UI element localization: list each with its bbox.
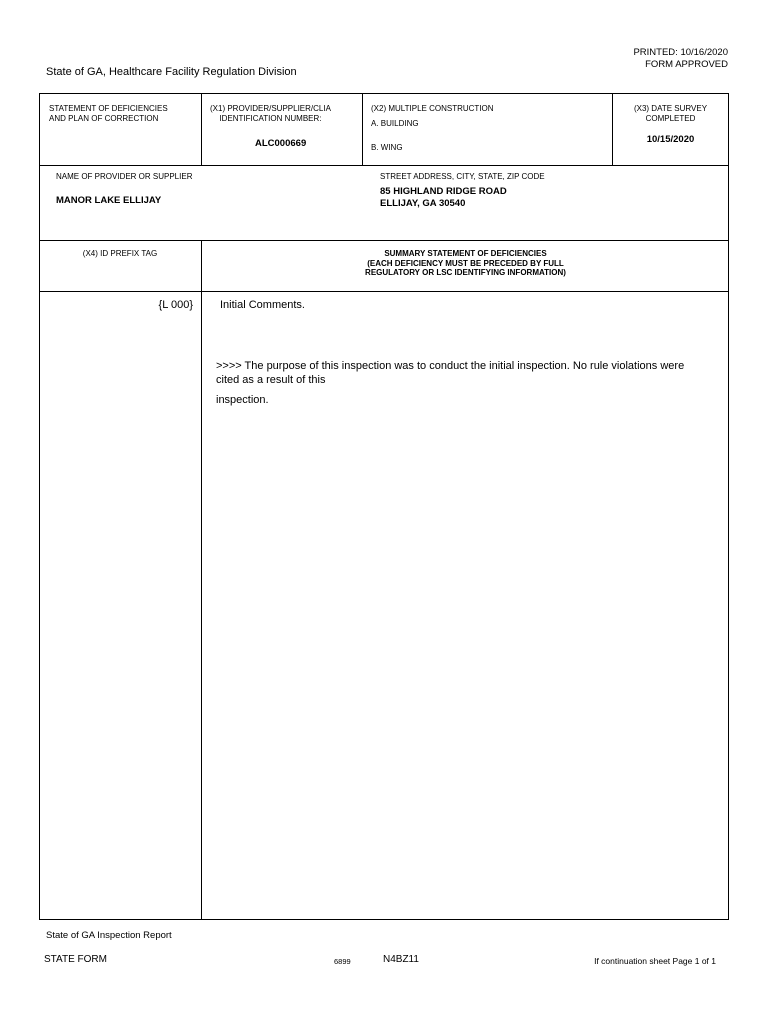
deficiency-title: Initial Comments. [220,299,305,311]
address-label: STREET ADDRESS, CITY, STATE, ZIP CODE [380,172,545,181]
comment-line-1: >>>> The purpose of this inspection was to conduct the initial inspection. No rule violations were [216,360,685,372]
provider-id: ALC000669 [255,138,307,149]
comment-line-3: inspection. [216,394,269,406]
col-divider-x1 [201,93,202,165]
provider-name: MANOR LAKE ELLIJAY [56,195,162,206]
form-status: FORM APPROVED [645,59,728,70]
deficiency-tag: {L 000} [158,299,193,311]
col-divider-x2 [362,93,363,165]
comment-line-2: cited as a result of this [216,374,326,386]
form-box [39,93,729,920]
row-divider-2 [39,240,729,241]
col-divider-tag [201,240,202,920]
x3-label: (X3) DATE SURVEY COMPLETED [633,104,708,123]
x1-label: (X1) PROVIDER/SUPPLIER/CLIA IDENTIFICATION NUMBER: [210,104,331,123]
provider-label: NAME OF PROVIDER OR SUPPLIER [56,172,193,181]
agency-title: State of GA, Healthcare Facility Regulation Division [46,66,297,78]
x2-wing: B. WING [371,143,403,152]
x4-label: (X4) ID PREFIX TAG [82,249,158,258]
address-line-2: ELLIJAY, GA 30540 [380,198,466,209]
report-title: State of GA Inspection Report [46,930,172,941]
summary-heading: SUMMARY STATEMENT OF DEFICIENCIES (EACH DEFICIENCY MUST BE PRECEDED BY FULL REGULATORY OR LSC IDENTIFYING INFORMATION) [365,249,566,278]
row-divider-3 [39,291,729,292]
survey-date: 10/15/2020 [646,134,695,145]
address-line-1: 85 HIGHLAND RIDGE ROAD [380,186,507,197]
printed-date: PRINTED: 10/16/2020 [633,47,728,58]
x2-label: (X2) MULTIPLE CONSTRUCTION [371,104,494,113]
form-code: 6899 [334,957,351,966]
state-form-label: STATE FORM [44,954,107,965]
row-divider-1 [39,165,729,166]
statement-label: STATEMENT OF DEFICIENCIES AND PLAN OF CORRECTION [49,104,168,123]
printed-block [633,47,728,71]
event-id: N4BZ11 [383,954,419,965]
page-info: If continuation sheet Page 1 of 1 [594,956,716,966]
x2-building: A. BUILDING [371,119,419,128]
